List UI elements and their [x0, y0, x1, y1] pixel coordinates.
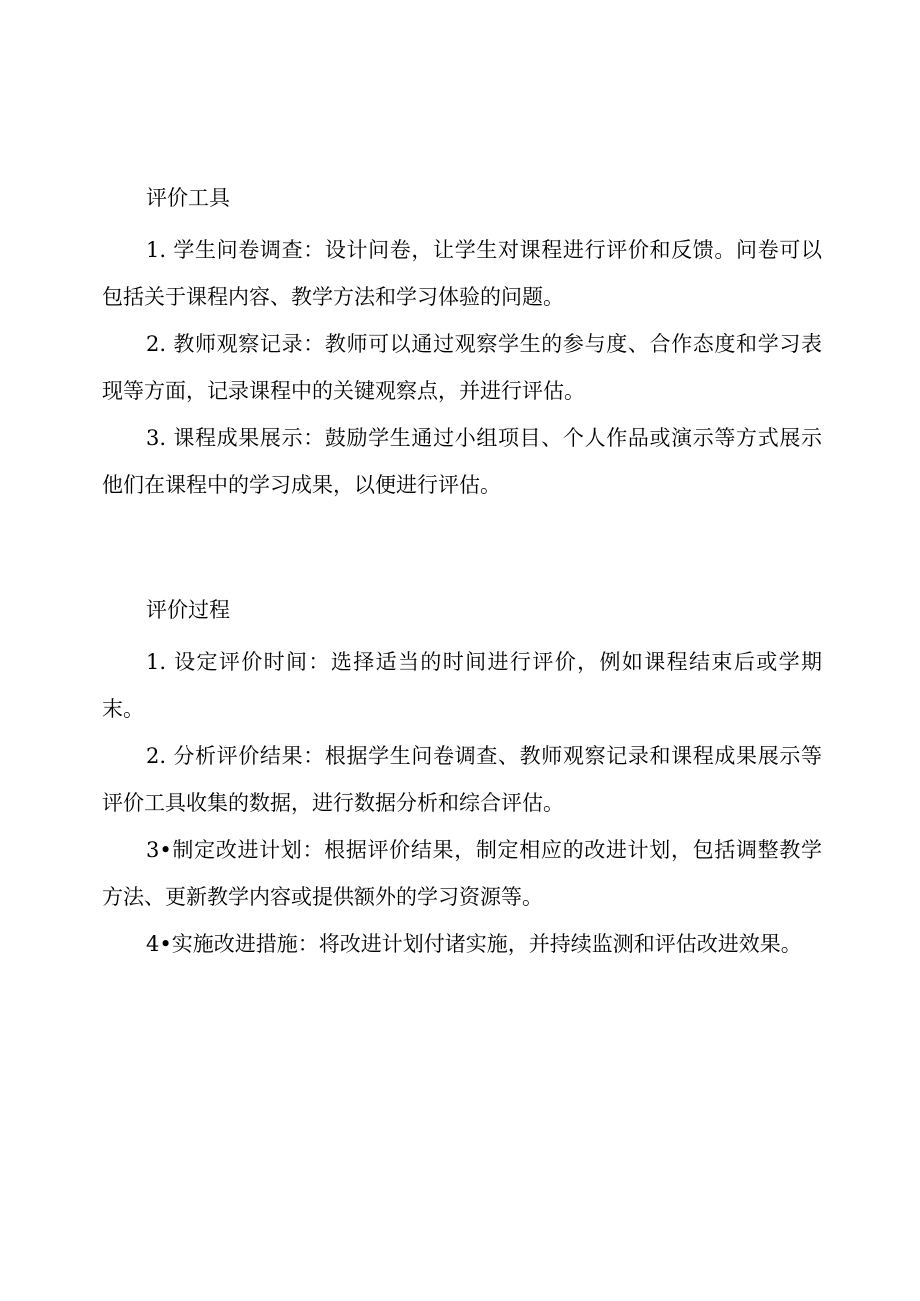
paragraph-item: 1. 学生问卷调查：设计问卷，让学生对课程进行评价和反馈。问卷可以包括关于课程内容、教学方法和学习体验的问题。: [102, 238, 822, 309]
paragraph-item: 2. 分析评价结果：根据学生问卷调查、教师观察记录和课程成果展示等评价工具收集的数据，进行数据分析和综合评估。: [102, 744, 822, 815]
paragraph-item: 3•制定改进计划：根据评价结果，制定相应的改进计划，包括调整教学方法、更新教学内容或提供额外的学习资源等。: [102, 838, 822, 909]
section-heading: 评价工具: [146, 186, 230, 210]
paragraph-item: 4•实施改进措施：将改进计划付诸实施，并持续监测和评估改进效果。: [146, 932, 802, 956]
section-heading: 评价过程: [146, 598, 230, 622]
paragraph-item: 1. 设定评价时间：选择适当的时间进行评价，例如课程结束后或学期末。: [102, 650, 822, 721]
section-evaluation-process: [102, 590, 822, 968]
paragraph-item: 2. 教师观察记录：教师可以通过观察学生的参与度、合作态度和学习表现等方面，记录课程中的关键观察点，并进行评估。: [102, 332, 822, 403]
section-evaluation-tools: [102, 178, 822, 509]
paragraph-item: 3. 课程成果展示：鼓励学生通过小组项目、个人作品或演示等方式展示他们在课程中的学习成果，以便进行评估。: [102, 426, 822, 497]
